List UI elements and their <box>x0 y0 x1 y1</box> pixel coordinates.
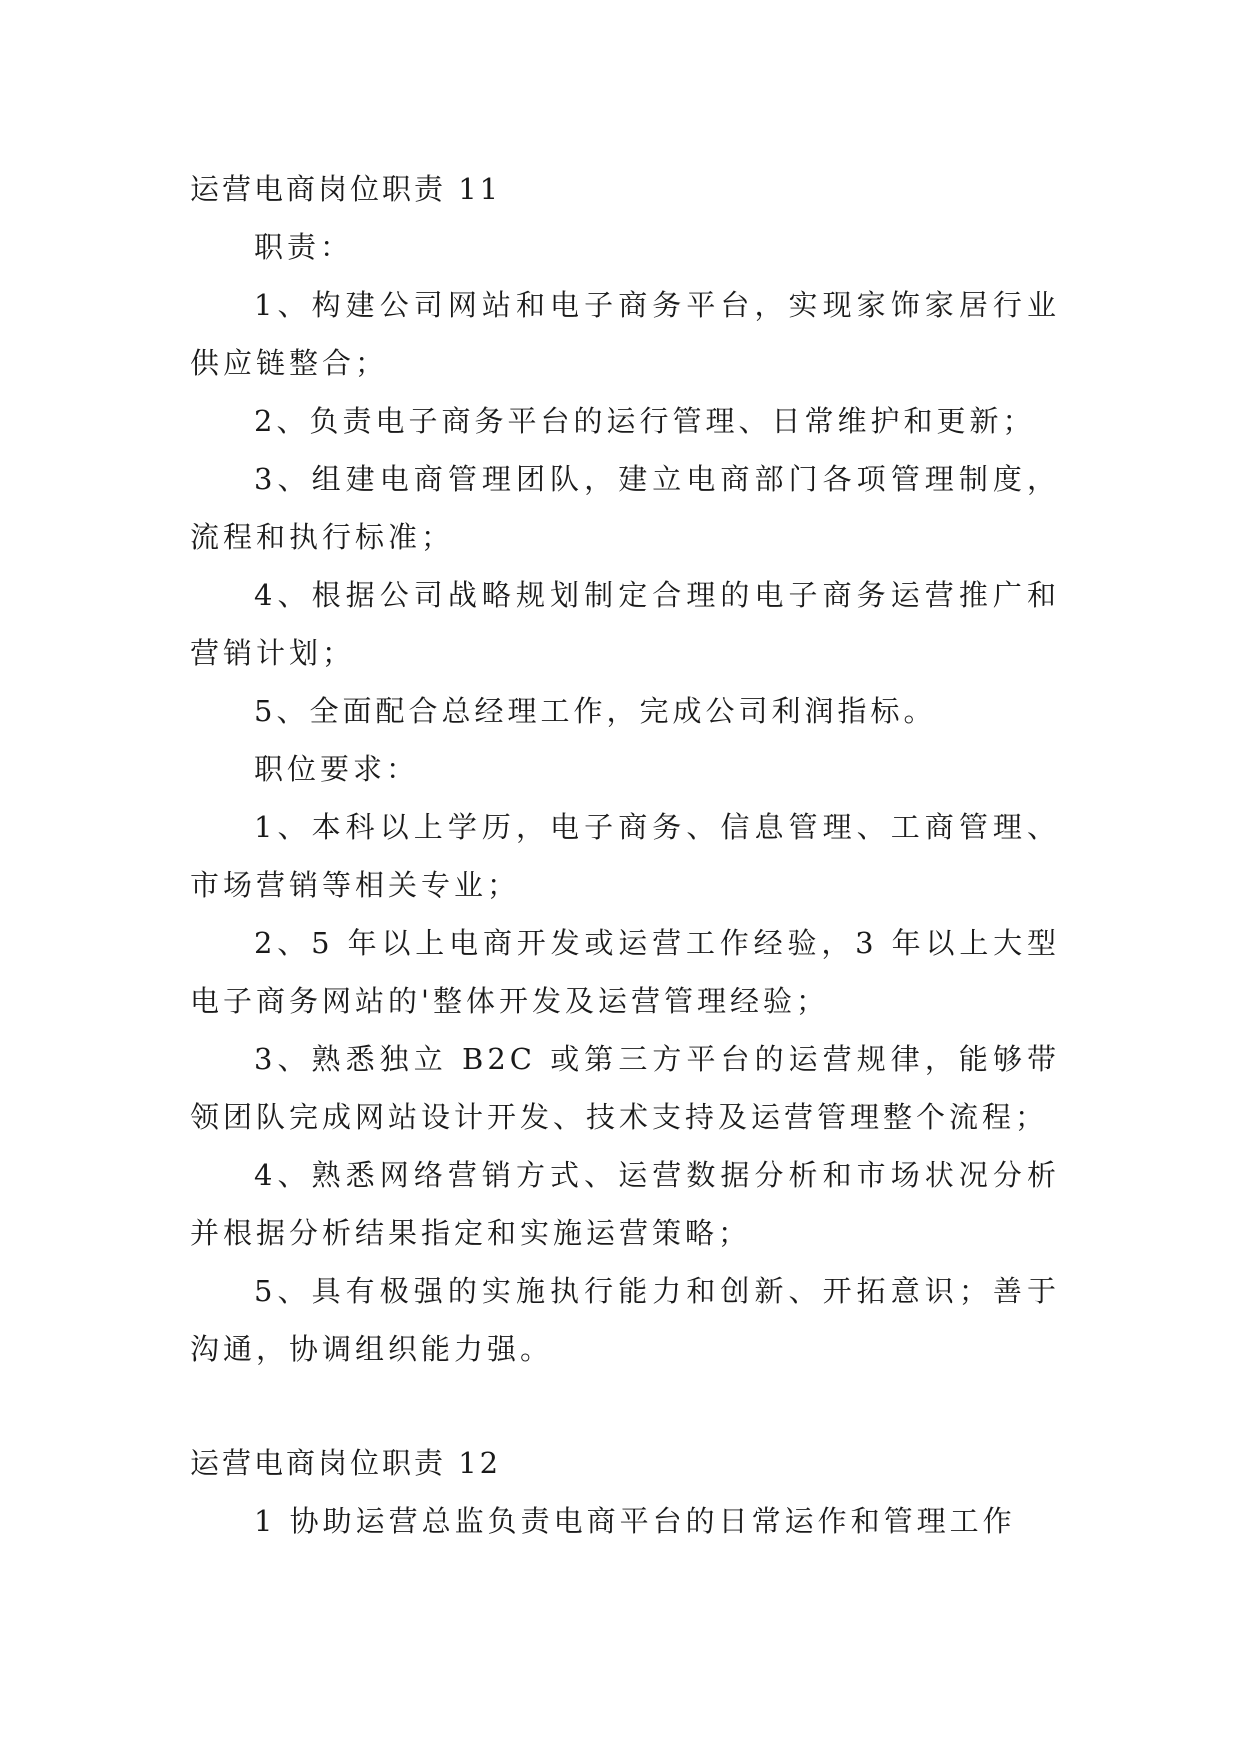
section-heading: 运营电商岗位职责 12 <box>190 1446 502 1480</box>
paragraph: 4、熟悉网络营销方式、运营数据分析和市场状况分析并根据分析结果指定和实施运营策略； <box>190 1158 1060 1250</box>
section-heading: 运营电商岗位职责 11 <box>190 172 502 206</box>
paragraph: 2、负责电子商务平台的运行管理、日常维护和更新； <box>254 404 1036 438</box>
paragraph: 2、5 年以上电商开发或运营工作经验，3 年以上大型电子商务网站的'整体开发及运营管理经验； <box>190 926 1060 1018</box>
paragraph: 职责： <box>254 230 354 264</box>
paragraph: 5、全面配合总经理工作，完成公司利润指标。 <box>254 694 937 728</box>
paragraph: 1 协助运营总监负责电商平台的日常运作和管理工作 <box>254 1504 1016 1538</box>
paragraph: 1、本科以上学历，电子商务、信息管理、工商管理、市场营销等相关专业； <box>190 810 1060 902</box>
document-body <box>190 160 1060 1550</box>
paragraph: 3、组建电商管理团队，建立电商部门各项管理制度，流程和执行标准； <box>190 462 1060 554</box>
paragraph: 1、构建公司网站和电子商务平台，实现家饰家居行业供应链整合； <box>190 288 1060 380</box>
paragraph: 职位要求： <box>254 752 420 786</box>
paragraph: 4、根据公司战略规划制定合理的电子商务运营推广和营销计划； <box>190 578 1060 670</box>
paragraph: 5、具有极强的实施执行能力和创新、开拓意识；善于沟通，协调组织能力强。 <box>190 1274 1060 1366</box>
section-spacer <box>190 1378 1060 1434</box>
paragraph: 3、熟悉独立 B2C 或第三方平台的运营规律，能够带领团队完成网站设计开发、技术支持及运营管理整个流程； <box>190 1042 1060 1134</box>
